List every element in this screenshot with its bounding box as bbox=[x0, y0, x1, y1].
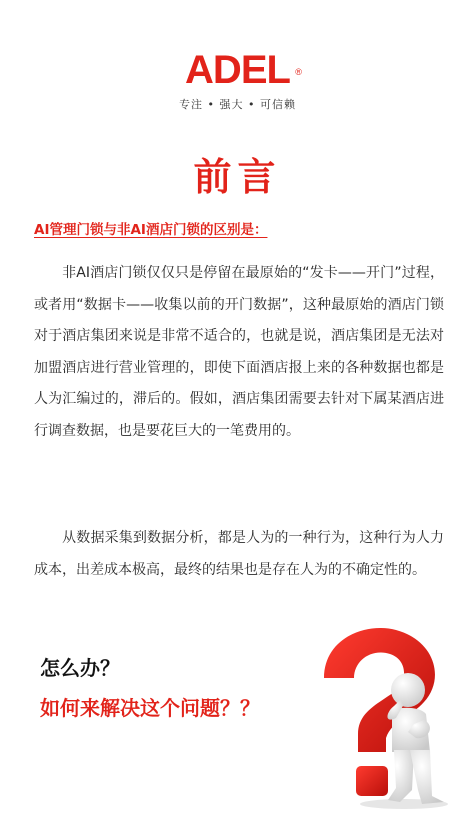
paragraph-2-text: 从数据采集到数据分析，都是人为的一种行为，这种行为人力成本，出差成本极高，最终的结果也是存在人为的不确定性的。 bbox=[34, 530, 444, 578]
adel-logo bbox=[0, 50, 475, 112]
question-how-to-solve: 如何来解决这个问题？？ bbox=[40, 696, 260, 720]
registered-mark: ® bbox=[295, 67, 302, 77]
paragraph-1-text: 非AI酒店门锁仅仅只是停留在最原始的“发卡——开门”过程，或者用“数据卡——收集以前的开门数据”，这种最原始的酒店门锁对于酒店集团来说是非常不适合的，也就是说，酒店集团是无法对加盟酒店进行营业管理的，即使下面酒店报上来的各种数据也都是人为汇编过的，滞后的。假如，酒店集团需要去针对下属某酒店进行调查数据，也是要花巨大的一笔费用的。 bbox=[34, 265, 444, 439]
page-title: 前言 bbox=[193, 155, 282, 199]
thinking-figure-with-question-mark-illustration bbox=[296, 620, 466, 810]
paragraph-2 bbox=[34, 523, 444, 586]
question-mark-dot bbox=[356, 766, 388, 796]
paragraph-1 bbox=[34, 258, 444, 447]
section-subheading: AI管理门锁与非AI酒店门锁的区别是： bbox=[34, 222, 268, 238]
logo-wordmark: ADEL bbox=[185, 48, 290, 92]
question-what-to-do: 怎么办？ bbox=[40, 656, 120, 680]
white-figure bbox=[388, 673, 445, 804]
logo-tagline: 专注 • 强大 • 可信赖 bbox=[179, 98, 296, 111]
